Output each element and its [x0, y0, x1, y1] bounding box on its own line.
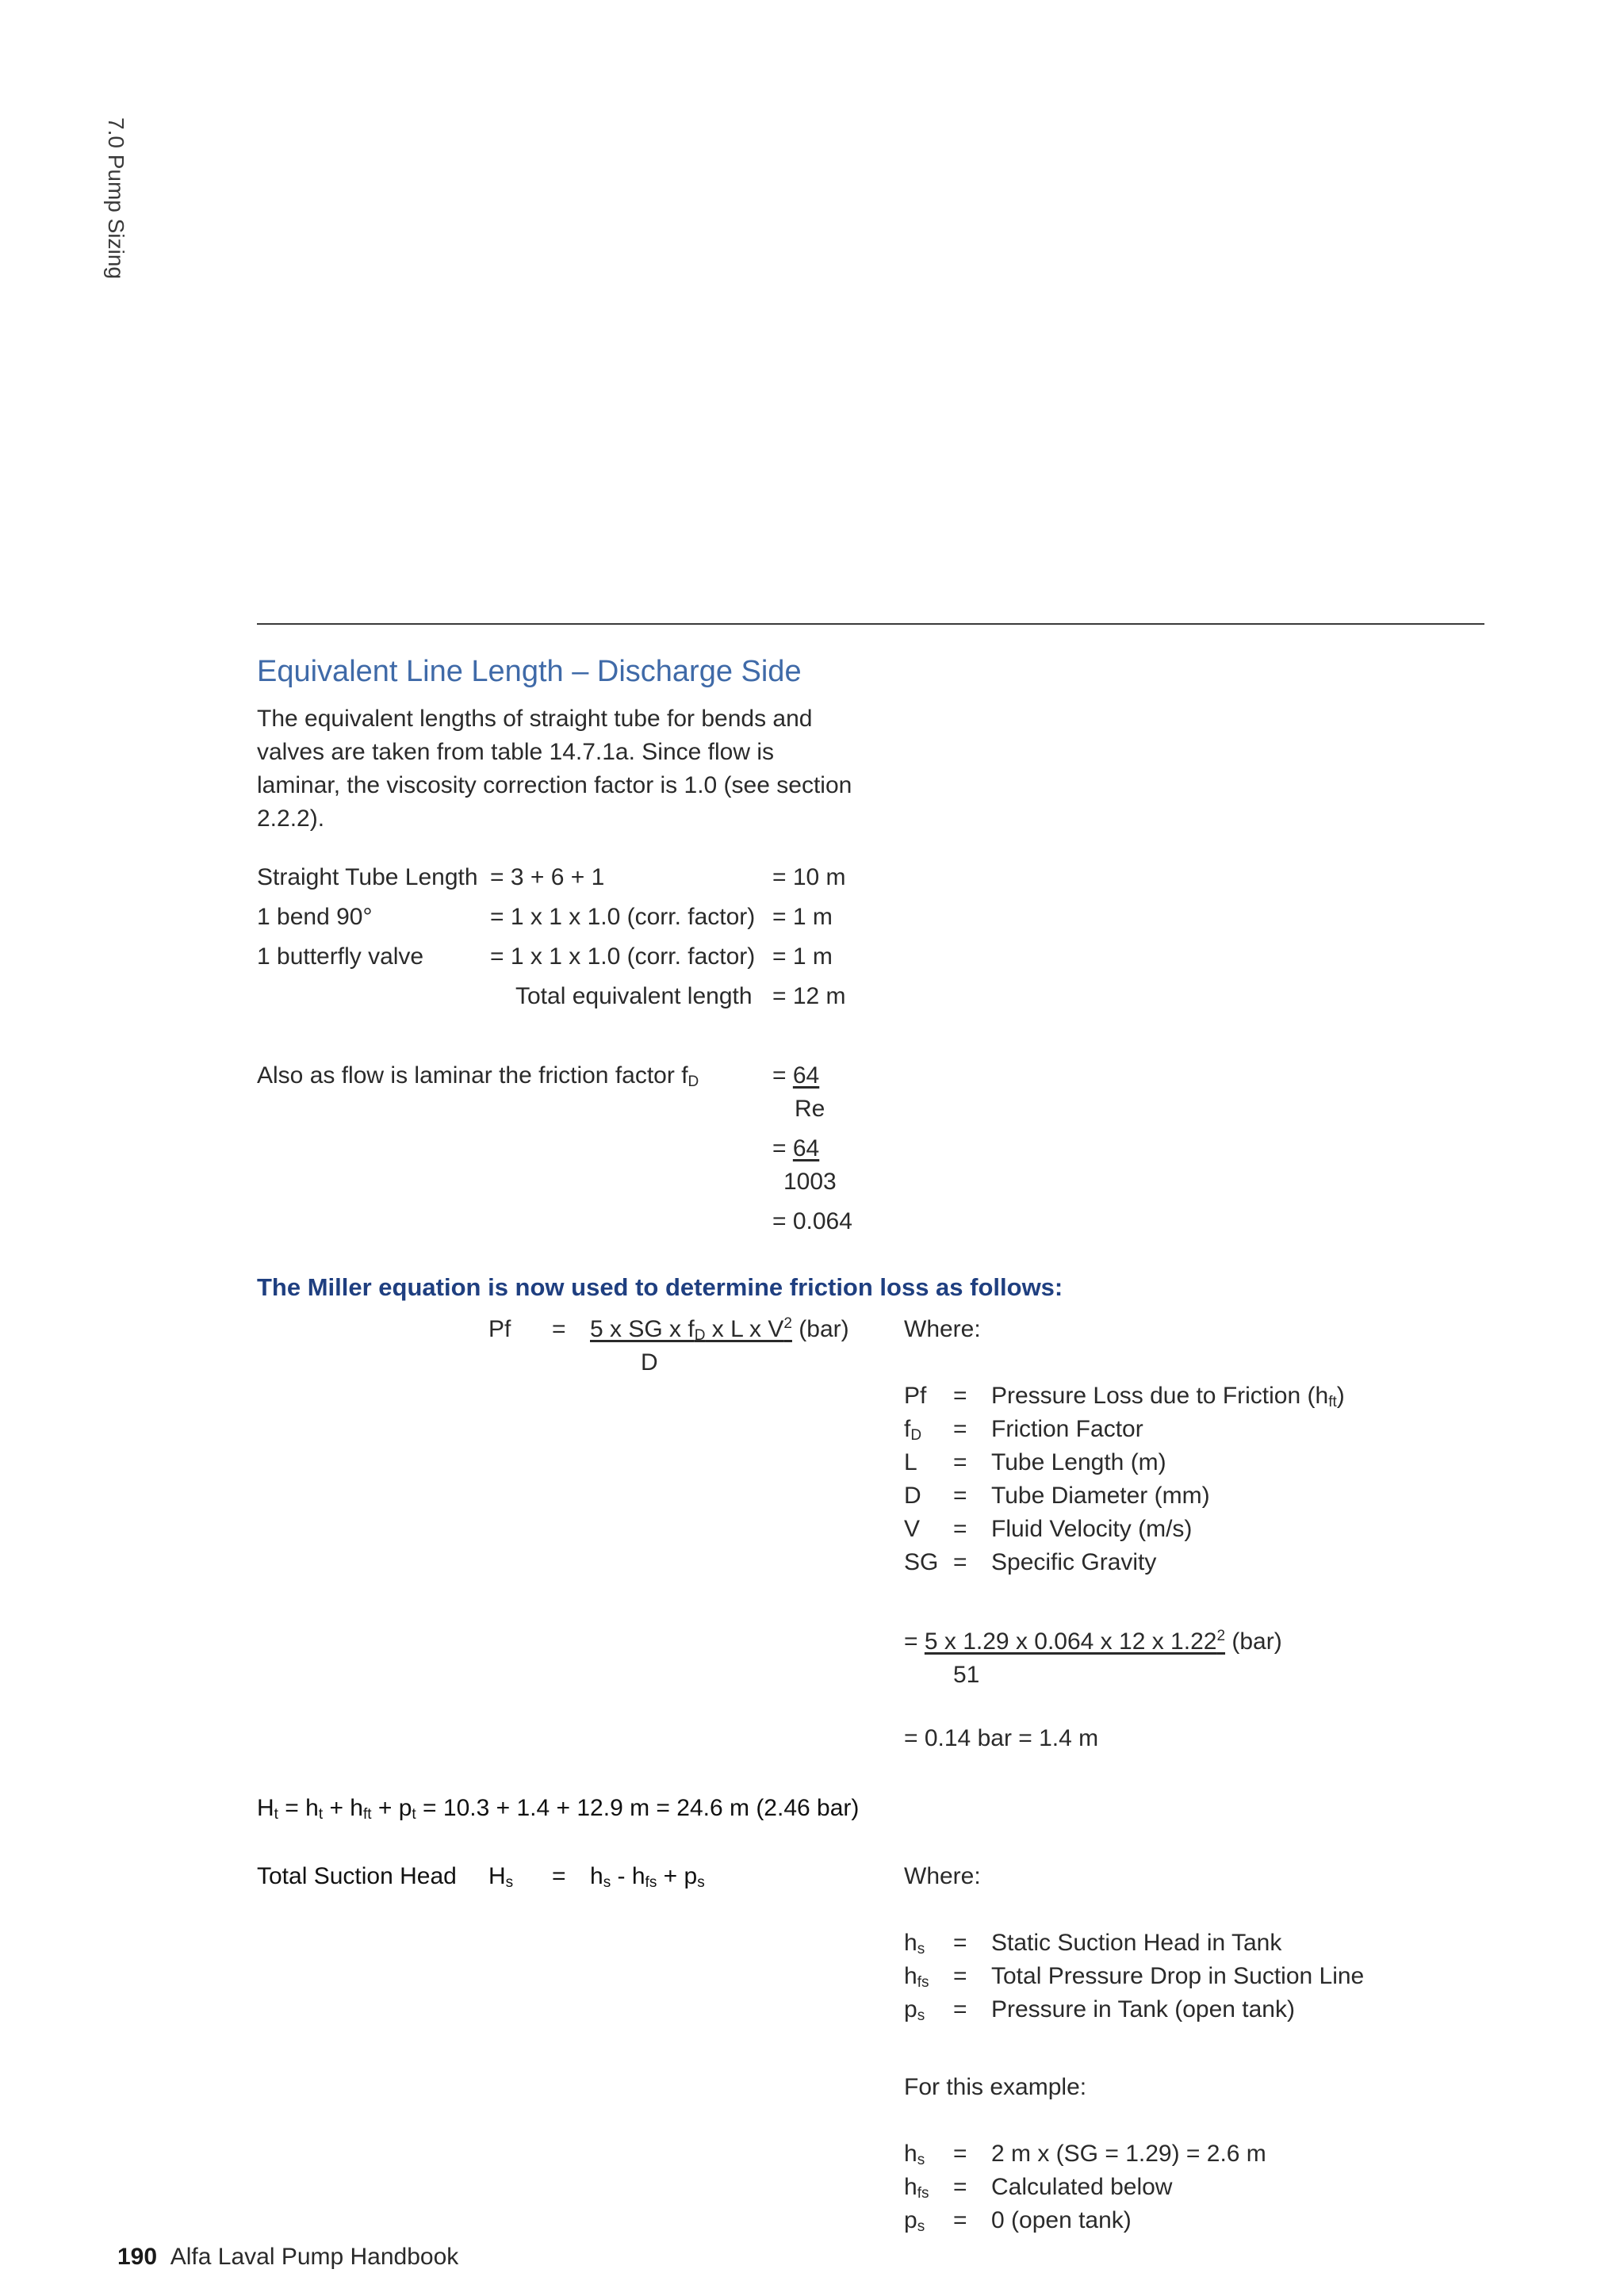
definition-description: Friction Factor [991, 1416, 1143, 1442]
definition-equals: = [953, 1483, 967, 1509]
definition-symbol: $h_{fs}$ [904, 2174, 929, 2202]
definition-equals: = [953, 1930, 967, 1956]
definition-equals: = [953, 2174, 967, 2200]
definition-symbol: $h_s$ [904, 2141, 925, 2168]
definition-equals: = [953, 1963, 967, 1989]
example-label: For this example: [904, 2074, 1087, 2100]
calc-result: = 0.14 bar = 1.4 m [904, 1725, 1099, 1751]
length-row-result: = 1 m [772, 904, 833, 930]
calc-numerator: = 5 x 1.29 x 0.064 x 12 x 1.22$^2$ (bar) [904, 1628, 1282, 1655]
definition-equals: = [953, 1383, 967, 1409]
definition-symbol: $h_s$ [904, 1930, 925, 1957]
friction-fraction-denominator: 1003 [783, 1169, 837, 1195]
suction-head-rhs: $h_s - h_{fs} + p_s$ [590, 1863, 705, 1891]
length-row-label: 1 butterfly valve [257, 943, 424, 970]
friction-fraction-denominator: Re [795, 1096, 825, 1122]
section-title: Equivalent Line Length – Discharge Side [257, 655, 802, 688]
length-row-label: Straight Tube Length [257, 864, 478, 890]
definition-equals: = [953, 1449, 967, 1475]
page-footer [117, 2241, 458, 2274]
running-section-label: 7.0 Pump Sizing [104, 117, 128, 279]
length-row-expression: = 1 x 1 x 1.0 (corr. factor) [490, 943, 756, 970]
suction-head-equals: = [552, 1863, 566, 1889]
definition-equals: = [953, 1516, 967, 1542]
definition-description: Pressure in Tank (open tank) [991, 1996, 1295, 2022]
length-row-result: = 1 m [772, 943, 833, 970]
friction-fraction-numerator: = 64 [772, 1135, 820, 1161]
total-head-equation: $H_t = h_t + h_{ft} + p_t = 10.3 + 1.4 + 12.9$ m = 24.6 m (2.46 bar) [257, 1795, 860, 1823]
definition-symbol: $p_s$ [904, 2207, 925, 2235]
definition-description: Tube Diameter (mm) [991, 1483, 1210, 1509]
total-length-label: Total equivalent length [515, 983, 753, 1009]
friction-fraction-numerator: = 64 [772, 1062, 820, 1089]
definition-symbol: $f_D$ [904, 1416, 922, 1444]
length-row-label: 1 bend 90° [257, 904, 373, 930]
friction-factor-text: Also as flow is laminar the friction factor $f_D$ [257, 1062, 699, 1090]
length-row-expression: = 3 + 6 + 1 [490, 864, 605, 890]
miller-numerator: 5 x SG x $f_D$ x L x $V^2$ (bar) [590, 1315, 849, 1344]
friction-factor-result: = 0.064 [772, 1208, 852, 1234]
page-number: 190 [117, 2244, 158, 2270]
suction-where-label: Where: [904, 1863, 981, 1889]
definition-description: Specific Gravity [991, 1549, 1157, 1575]
definition-equals: = [953, 2141, 967, 2167]
total-length-value: = 12 m [772, 983, 846, 1009]
definition-description: 2 m x (SG = 1.29) = 2.6 m [991, 2141, 1266, 2167]
where-label: Where: [904, 1316, 981, 1342]
definition-equals: = [953, 1996, 967, 2022]
section-divider [257, 623, 1484, 625]
definition-symbol: V [904, 1516, 921, 1542]
suction-head-label: Total Suction Head [257, 1863, 457, 1889]
miller-lhs: Pf [488, 1316, 511, 1342]
intro-paragraph: The equivalent lengths of straight tube for bends and valves are taken from table 14.7.1a. Since flow is laminar, the viscosity correction factor is 1.0 (see section 2.2.2). [257, 706, 852, 832]
definition-description: Total Pressure Drop in Suction Line [991, 1963, 1365, 1989]
definition-description: 0 (open tank) [991, 2207, 1132, 2233]
definition-equals: = [953, 1549, 967, 1575]
definition-description: Tube Length (m) [991, 1449, 1166, 1475]
definition-description: Calculated below [991, 2174, 1173, 2200]
length-row-result: = 10 m [772, 864, 846, 890]
definition-symbol: $h_{fs}$ [904, 1963, 929, 1991]
definition-description: Static Suction Head in Tank [991, 1930, 1282, 1956]
length-row-expression: = 1 x 1 x 1.0 (corr. factor) [490, 904, 756, 930]
publication-title: Alfa Laval Pump Handbook [170, 2244, 459, 2270]
definition-description: Fluid Velocity (m/s) [991, 1516, 1193, 1542]
calc-denominator: 51 [953, 1662, 980, 1688]
definition-symbol: $p_s$ [904, 1996, 925, 2024]
definition-equals: = [953, 1416, 967, 1442]
definition-description: Pressure Loss due to Friction $(h_{ft})$ [991, 1383, 1345, 1410]
miller-denominator: D [641, 1349, 658, 1376]
definition-symbol: L [904, 1449, 917, 1475]
suction-head-symbol: $H_s$ [488, 1863, 514, 1891]
definition-symbol: SG [904, 1549, 939, 1575]
miller-heading: The Miller equation is now used to determine friction loss as follows: [257, 1273, 1063, 1301]
definition-equals: = [953, 2207, 967, 2233]
definition-symbol: Pf [904, 1383, 927, 1409]
definition-symbol: D [904, 1483, 921, 1509]
miller-equals: = [552, 1316, 566, 1342]
